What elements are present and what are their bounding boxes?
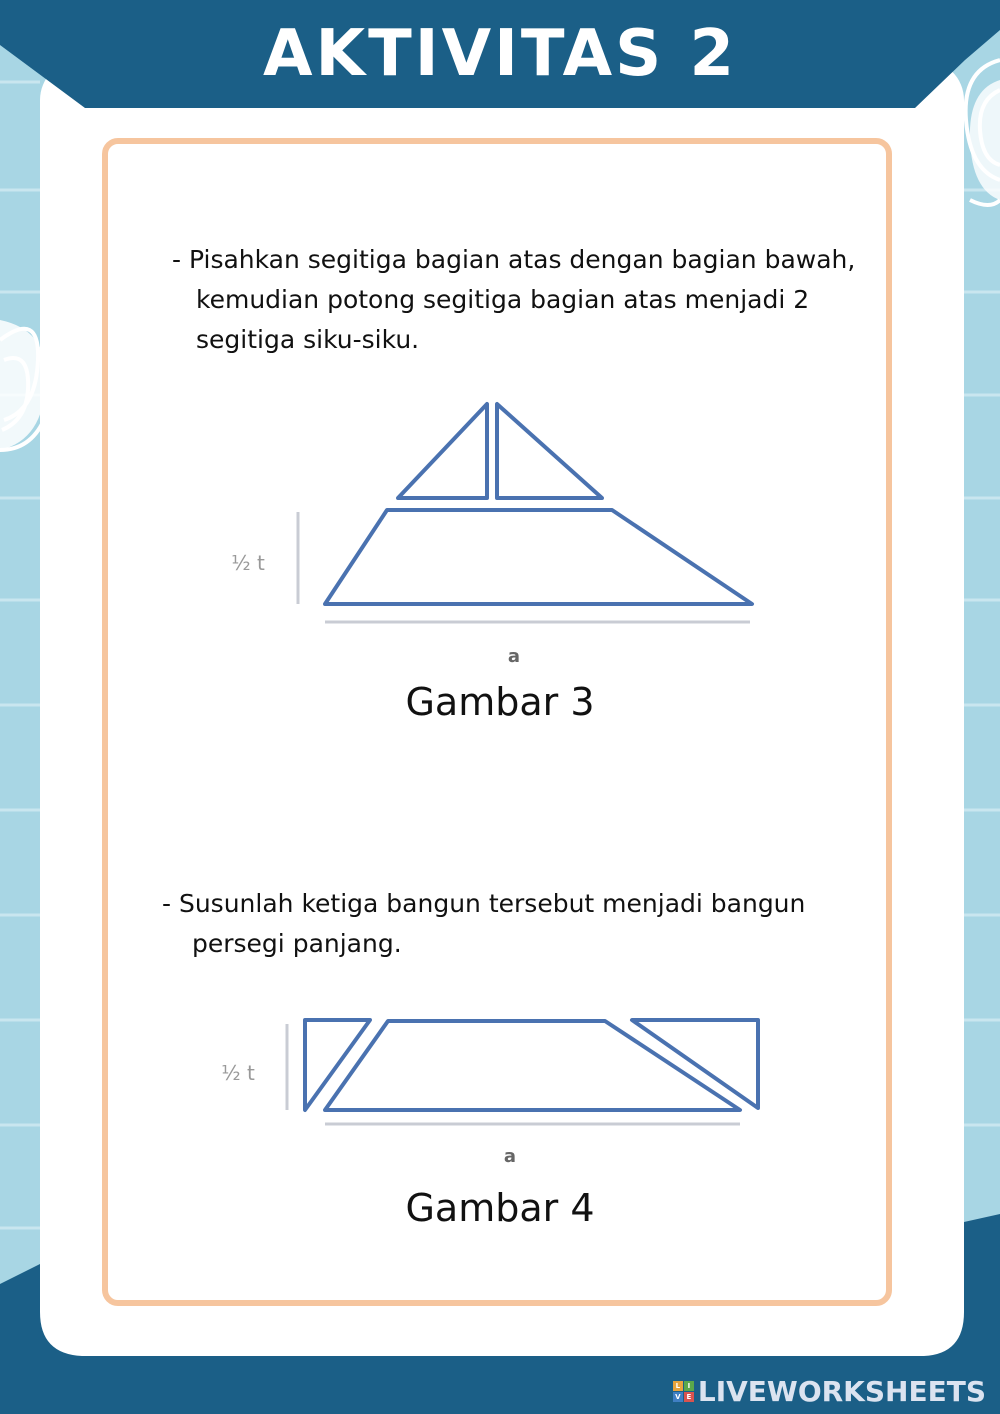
instruction-2 <box>162 884 805 964</box>
logo-letter-v: V <box>673 1392 683 1402</box>
logo-letter-i: I <box>684 1381 694 1391</box>
page-title: AKTIVITAS 2 <box>262 17 738 91</box>
liveworksheets-logo-icon <box>673 1381 694 1402</box>
instruction-1-line-1: - Pisahkan segitiga bagian atas dengan bagian bawah, <box>172 245 856 274</box>
height-label: ½ t <box>231 551 265 575</box>
instruction-2-line-2: persegi panjang. <box>192 929 402 958</box>
base-label-2: a <box>503 1146 517 1167</box>
brand-text: LIVEWORKSHEETS <box>697 1374 986 1408</box>
instruction-1 <box>172 240 855 360</box>
right-scribble-icon <box>960 50 1000 210</box>
height-label-2: ½ t <box>221 1061 255 1085</box>
right-right-triangle <box>497 404 602 498</box>
center-trapezoid-shape <box>325 1021 740 1110</box>
trapezoid-shape <box>325 510 752 604</box>
right-fitted-triangle <box>632 1020 758 1108</box>
figure-4-diagram <box>0 1010 1000 1170</box>
instruction-1-line-3: segitiga siku-siku. <box>196 325 420 354</box>
instruction-2-line-1: - Susunlah ketiga bangun tersebut menjadi bangun <box>162 889 806 918</box>
logo-letter-l: L <box>673 1381 683 1391</box>
caption-gambar-4: Gambar 4 <box>405 1186 595 1230</box>
instruction-1-line-2: kemudian potong segitiga bagian atas menjadi 2 <box>196 285 810 314</box>
left-right-triangle <box>398 404 487 498</box>
figure-3-diagram <box>0 395 1000 675</box>
base-label: a <box>507 646 521 667</box>
liveworksheets-brand[interactable] <box>673 1374 986 1408</box>
left-fitted-triangle <box>305 1020 370 1110</box>
caption-gambar-3: Gambar 3 <box>405 680 595 724</box>
logo-letter-e: E <box>684 1392 694 1402</box>
